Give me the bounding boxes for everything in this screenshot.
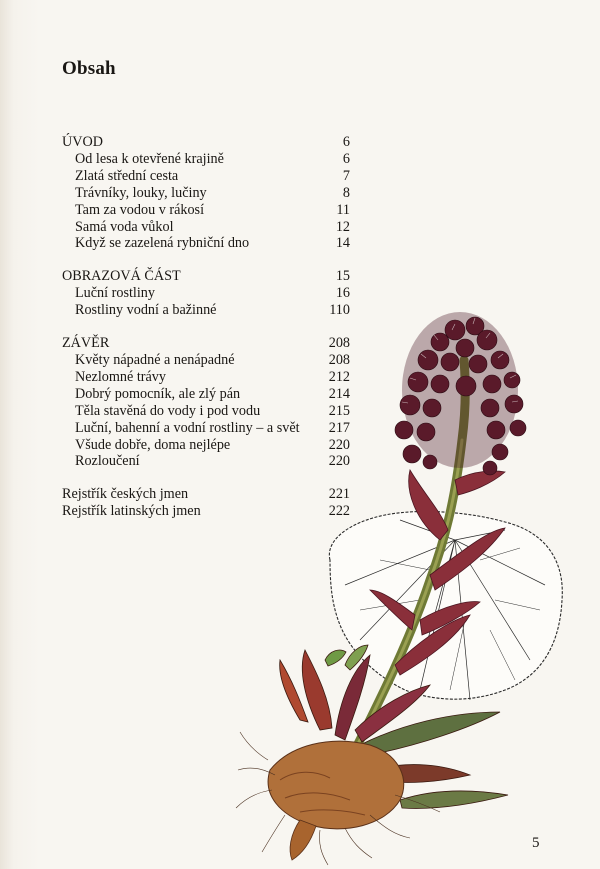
toc-entry-label: Luční rostliny [75, 285, 155, 302]
toc-entry-label: Luční, bahenní a vodní rostliny – a svět [75, 419, 300, 436]
toc-entry-label: Nezlomné trávy [75, 368, 166, 385]
toc-page-number: 221 [328, 486, 350, 503]
toc-page-number: 6 [342, 134, 350, 150]
toc-page-number: 11 [336, 201, 350, 218]
toc-page-number: 16 [335, 285, 350, 302]
toc-page-number: 12 [335, 218, 350, 235]
toc-entry-label: Květy nápadné a nenápadné [75, 351, 235, 368]
toc-page-number: 212 [328, 368, 350, 385]
toc-page-number: 215 [328, 402, 350, 419]
toc-entry-label: Těla stavěná do vody i pod vodu [75, 402, 261, 419]
page-title: Obsah [62, 58, 116, 79]
toc-page-number: 214 [328, 385, 350, 402]
toc-entry-label: Dobrý pomocník, ale zlý pán [75, 385, 241, 402]
toc-page-number: 220 [328, 453, 350, 470]
toc-entry-label: Od lesa k otevřené krajině [75, 150, 224, 167]
toc-entry-label: Rozloučení [75, 453, 140, 470]
toc-entry-label: Rejstřík latinských jmen [62, 503, 201, 520]
toc-entry-label: Rostliny vodní a bažinné [75, 302, 217, 319]
page-number: 5 [532, 835, 540, 851]
toc-entry-label: Rejstřík českých jmen [62, 486, 189, 503]
toc-page-number: 208 [328, 351, 350, 368]
toc-page-number: 110 [329, 302, 350, 319]
toc-entry-label: ÚVOD [62, 134, 103, 150]
toc-page-number: 220 [328, 436, 350, 453]
toc-page-number: 222 [328, 503, 350, 520]
toc-entry-label: Když se zazelená rybniční dno [75, 235, 250, 252]
toc-entry-label: Samá voda vůkol [75, 218, 174, 235]
toc-page-number: 8 [342, 184, 350, 201]
toc-page-number: 7 [342, 167, 350, 184]
toc-entry-label: ZÁVĚR [62, 335, 110, 352]
toc-page-number: 14 [335, 235, 350, 252]
toc-entry-label: OBRAZOVÁ ČÁST [62, 268, 181, 285]
toc-entry-label: Trávníky, louky, lučiny [75, 184, 207, 201]
toc-page-number: 208 [328, 335, 350, 352]
toc-entry-label: Všude dobře, doma nejlépe [75, 436, 231, 453]
toc-page-number: 217 [328, 419, 350, 436]
toc-page-number: 6 [342, 150, 350, 167]
toc-entry-label: Tam za vodou v rákosí [75, 201, 205, 218]
flower-head [395, 312, 526, 475]
toc-page-number: 15 [335, 268, 350, 285]
toc-entry-label: Zlatá střední cesta [75, 167, 179, 184]
